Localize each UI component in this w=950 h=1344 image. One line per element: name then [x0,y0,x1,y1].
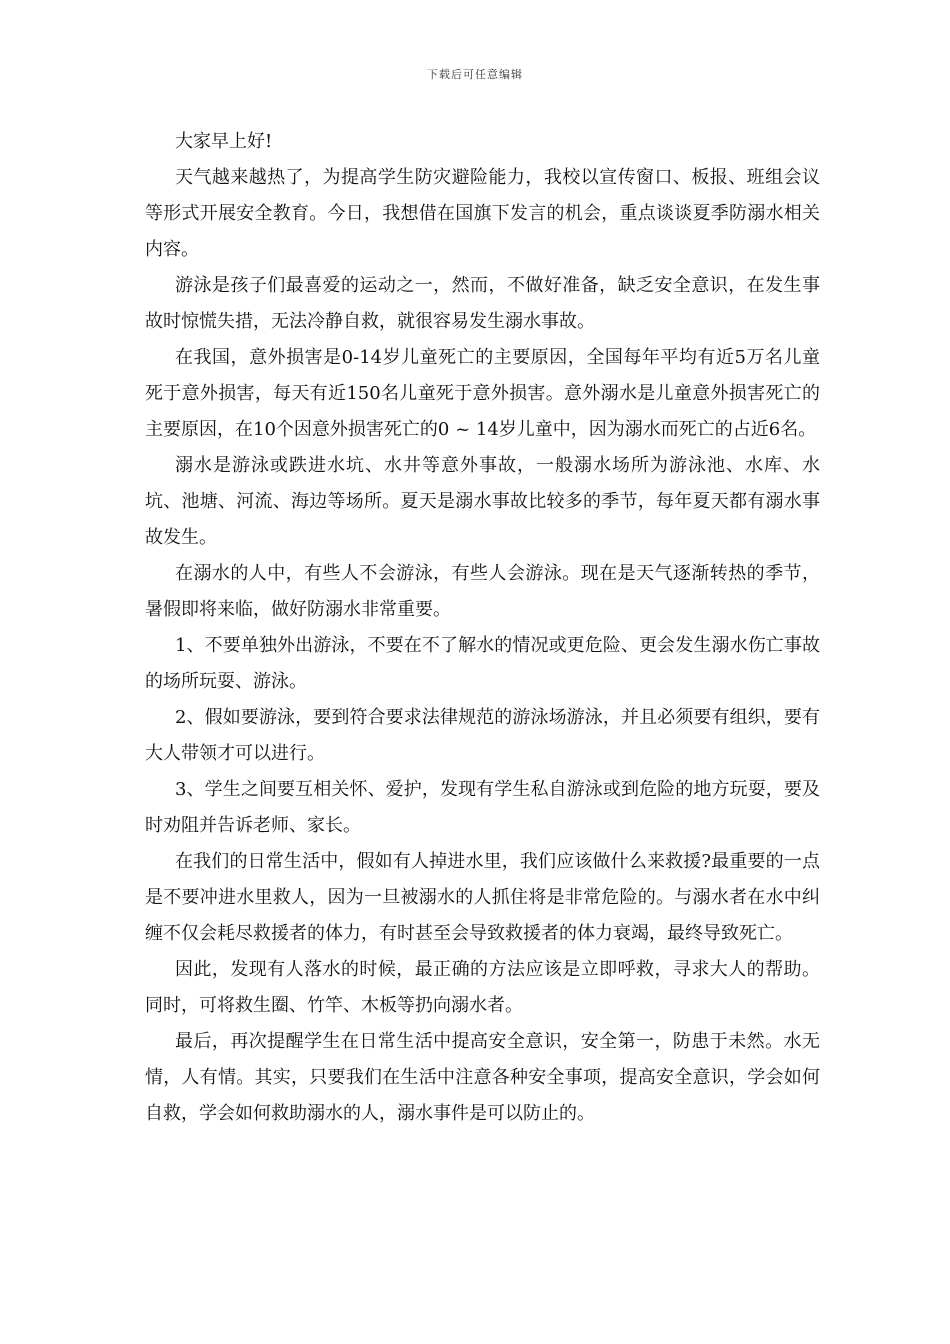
paragraph-drowning-places: 溺水是游泳或跌进水坑、水井等意外事故，一般溺水场所为游泳池、水库、水坑、池塘、河流、海边等场所。夏天是溺水事故比较多的季节，每年夏天都有溺水事故发生。 [145,455,820,548]
paragraph-rescue: 在我们的日常生活中，假如有人掉进水里，我们应该做什么来救援?最重要的一点是不要冲进水里救人，因为一旦被溺水的人抓住将是非常危险的。与溺水者在水中纠缠不仅会耗尽救援者的体力，有时甚至会导致救援者的体力衰竭，最终导致死亡。 [145,851,820,944]
speech-body [145,124,820,1132]
rule-item-3: 3、学生之间要互相关怀、爱护，发现有学生私自游泳或到危险的地方玩耍，要及时劝阻并告诉老师、家长。 [145,779,820,836]
paragraph-statistics: 在我国，意外损害是0-14岁儿童死亡的主要原因，全国每年平均有近5万名儿童死于意外损害，每天有近150名儿童死于意外损害。意外溺水是儿童意外损害死亡的主要原因，在10个因意外损害死亡的0 ~ 14岁儿童中，因为溺水而死亡的占近6名。 [145,347,820,440]
paragraph-intro: 天气越来越热了，为提高学生防灾避险能力，我校以宣传窗口、板报、班组会议等形式开展安全教育。今日，我想借在国旗下发言的机会，重点谈谈夏季防溺水相关内容。 [145,167,820,260]
paragraph-correct-method: 因此，发现有人落水的时候，最正确的方法应该是立即呼救，寻求大人的帮助。同时，可将救生圈、竹竿、木板等扔向溺水者。 [145,959,820,1016]
paragraph-closing: 最后，再次提醒学生在日常生活中提高安全意识，安全第一，防患于未然。水无情，人有情。其实，只要我们在生活中注意各种安全事项，提高安全意识，学会如何自救，学会如何救助溺水的人，溺水事件是可以防止的。 [145,1031,820,1124]
rule-item-2: 2、假如要游泳，要到符合要求法律规范的游泳场游泳，并且必须要有组织，要有大人带领才可以进行。 [145,707,820,764]
greeting-paragraph: 大家早上好! [175,131,273,152]
paragraph-season: 在溺水的人中，有些人不会游泳，有些人会游泳。现在是天气逐渐转热的季节，暑假即将来临，做好防溺水非常重要。 [145,563,820,620]
rule-item-1: 1、不要单独外出游泳，不要在不了解水的情况或更危险、更会发生溺水伤亡事故的场所玩耍、游泳。 [145,635,820,692]
paragraph-swimming: 游泳是孩子们最喜爱的运动之一，然而，不做好准备，缺乏安全意识，在发生事故时惊慌失措，无法冷静自救，就很容易发生溺水事故。 [145,275,820,332]
header-note: 下载后可任意编辑 [427,68,523,81]
